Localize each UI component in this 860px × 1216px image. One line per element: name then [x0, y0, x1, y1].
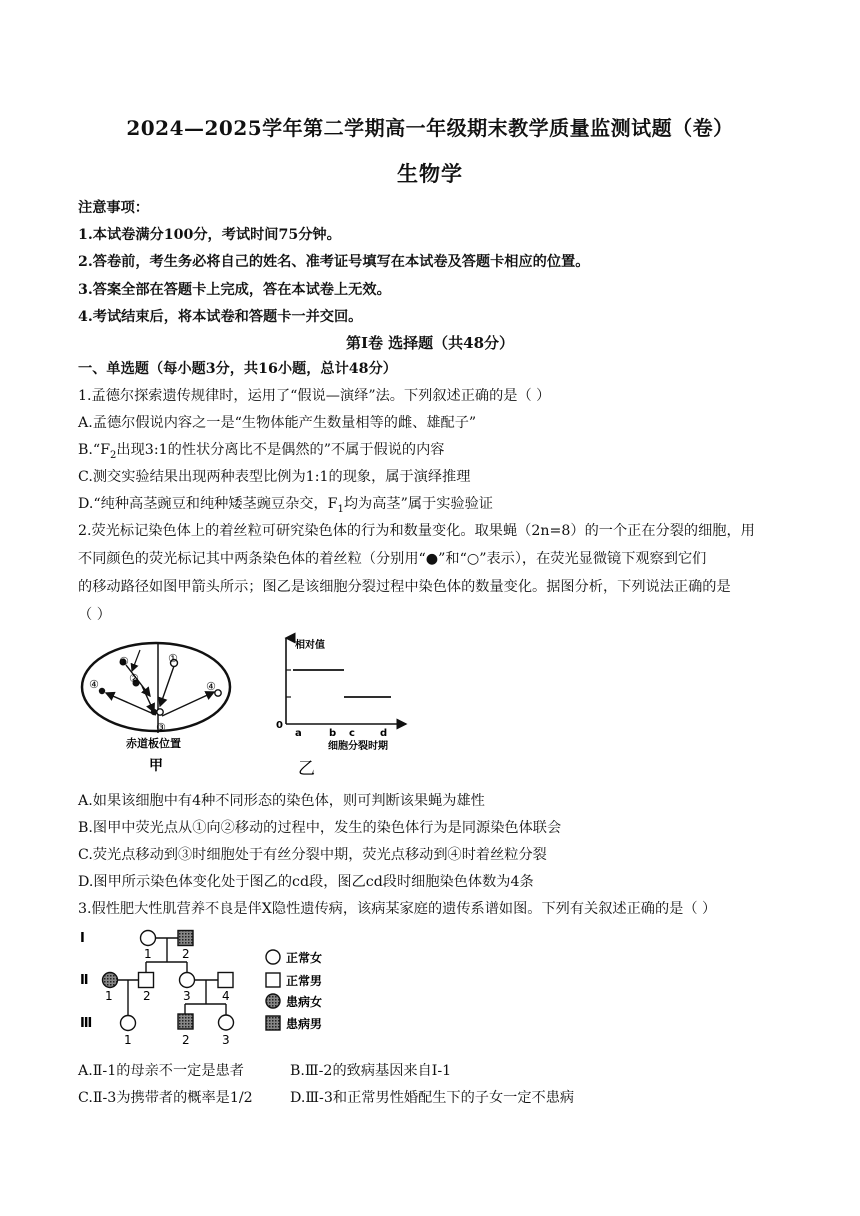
legend-normal-male: 正常男	[286, 974, 323, 988]
open-dot	[157, 709, 163, 715]
tick-d: d	[380, 728, 388, 739]
tick-a: a	[295, 728, 302, 739]
notice-heading: 注意事项：	[78, 200, 149, 216]
exam-title: 2024—2025学年第二学期高一年级期末教学质量监测试题（卷）	[126, 116, 734, 140]
filled-dot	[99, 688, 105, 694]
mark-4b: ④	[206, 680, 216, 693]
figure-cell-division	[78, 638, 238, 776]
q2-option-d: D.图甲所示染色体变化处于图乙的cd段，图乙cd段时细胞染色体数为4条	[78, 874, 534, 890]
q1-option-b: $B.“F_2$出现3:1的性状分离比不是偶然的”不属于假说的内容	[78, 442, 445, 461]
III-3-normal-female	[219, 1015, 234, 1030]
I-2-affected-male	[178, 931, 193, 946]
III-1-num: 1	[124, 1033, 132, 1046]
subject-title: 生物学	[397, 161, 463, 186]
mark-3: ③	[156, 721, 166, 734]
notice-item-2: 2.答卷前，考生务必将自己的姓名、准考证号填写在本试卷及答题卡相应的位置。	[78, 254, 590, 270]
q1-option-c: C.测交实验结果出现两种表型比例为1:1的现象，属于演绎推理	[78, 469, 471, 485]
tick-b: b	[329, 728, 337, 739]
figure-chromosome-count	[270, 628, 420, 778]
part1-title: 第Ⅰ卷 选择题（共48分）	[345, 334, 515, 352]
notice-item-1: 1.本试卷满分100分，考试时间75分钟。	[78, 227, 341, 243]
pedigree-chart	[74, 924, 364, 1046]
x-axis-label: 细胞分裂时期	[328, 741, 388, 752]
q2-stem-line1: 2.荧光标记染色体上的着丝粒可研究染色体的行为和数量变化。取果蝇（2n=8）的一个正在分裂的细胞，用	[78, 523, 755, 539]
q2-option-c: C.荧光点移动到③时细胞处于有丝分裂中期，荧光点移动到④时着丝粒分裂	[78, 847, 547, 863]
mark-1: ①	[119, 655, 129, 668]
II-2-normal-male	[139, 973, 154, 988]
II-3-num: 3	[183, 989, 191, 1003]
mark-2: ②	[129, 672, 139, 685]
legend-affected-male: 患病男	[286, 1017, 323, 1031]
q1-stem: 1.孟德尔探索遗传规律时，运用了“假说—演绎”法。下列叙述正确的是（ ）	[78, 388, 551, 404]
III-1-normal-female	[121, 1016, 136, 1031]
q3-stem: 3.假性肥大性肌营养不良是伴X隐性遗传病，该病某家庭的遗传系谱如图。下列有关叙述正确的是（ ）	[78, 901, 717, 917]
II-1-num: 1	[105, 989, 113, 1003]
II-2-num: 2	[143, 989, 151, 1003]
legend-normal-female: 正常女	[286, 951, 323, 965]
y-axis-label: 相对值	[295, 640, 325, 651]
q2-option-a: A.如果该细胞中有4种不同形态的染色体，则可判断该果蝇为雄性	[78, 793, 485, 809]
mark-1b: ①	[168, 652, 178, 665]
gen-label-1: Ⅰ	[80, 931, 85, 946]
q2-stem-line4: （ ）	[78, 607, 111, 623]
q2-stem-line3: 的移动路径如图甲箭头所示；图乙是该细胞分裂过程中染色体的数量变化。据图分析，下列说法正确的是	[78, 579, 731, 595]
q3-option-d: D.Ⅲ-3和正常男性婚配生下的子女一定不患病	[290, 1090, 575, 1106]
q3-option-c: C.Ⅱ-3为携带者的概率是1/2	[78, 1090, 253, 1106]
gen-label-3: Ⅲ	[80, 1016, 93, 1031]
III-2-num: 2	[182, 1033, 190, 1046]
mark-4: ④	[89, 678, 99, 691]
section-heading: 一、单选题（每小题3分，共16小题，总计48分）	[78, 361, 397, 377]
II-4-num: 4	[222, 989, 230, 1003]
III-3-num: 3	[222, 1033, 230, 1046]
q1-option-d: D.“纯种高茎豌豆和纯种矮茎豌豆杂交，$F_1$均为高茎”属于实验验证	[78, 496, 493, 515]
II-4-normal-male	[218, 973, 233, 988]
caption-yi: 乙	[298, 759, 315, 778]
equator-label: 赤道板位置	[126, 737, 181, 750]
legend-affected-male-icon	[266, 1016, 280, 1030]
III-2-affected-male	[178, 1014, 193, 1029]
q3-option-a: A.Ⅱ-1的母亲不一定是患者	[78, 1063, 244, 1079]
I-2-num: 2	[182, 947, 190, 961]
I-1-normal-female	[141, 931, 156, 946]
legend-affected-female-icon	[266, 994, 280, 1008]
notice-item-4: 4.考试结束后，将本试卷和答题卡一并交回。	[78, 309, 363, 325]
notice-item-3: 3.答案全部在答题卡上完成，答在本试卷上无效。	[78, 282, 391, 298]
II-1-affected-female	[103, 973, 118, 988]
q2-option-b: B.图甲中荧光点从①向②移动的过程中，发生的染色体行为是同源染色体联会	[78, 820, 562, 836]
legend-normal-male-icon	[266, 973, 280, 987]
caption-jia: 甲	[149, 758, 163, 774]
origin-label: 0	[276, 720, 283, 731]
q2-stem-line2: 不同颜色的荧光标记其中两条染色体的着丝粒（分别用“●”和“○”表示），在荧光显微镜下观察到它们	[78, 551, 707, 567]
legend-normal-female-icon	[266, 950, 280, 964]
legend-affected-female: 患病女	[286, 995, 323, 1009]
tick-c: c	[349, 728, 355, 739]
I-1-num: 1	[144, 947, 152, 961]
II-3-normal-female	[180, 973, 195, 988]
q3-option-b: B.Ⅲ-2的致病基因来自Ⅰ-1	[290, 1063, 452, 1079]
gen-label-2: Ⅱ	[80, 973, 89, 988]
q1-option-a: A.孟德尔假说内容之一是“生物体能产生数量相等的雌、雄配子”	[78, 415, 477, 431]
